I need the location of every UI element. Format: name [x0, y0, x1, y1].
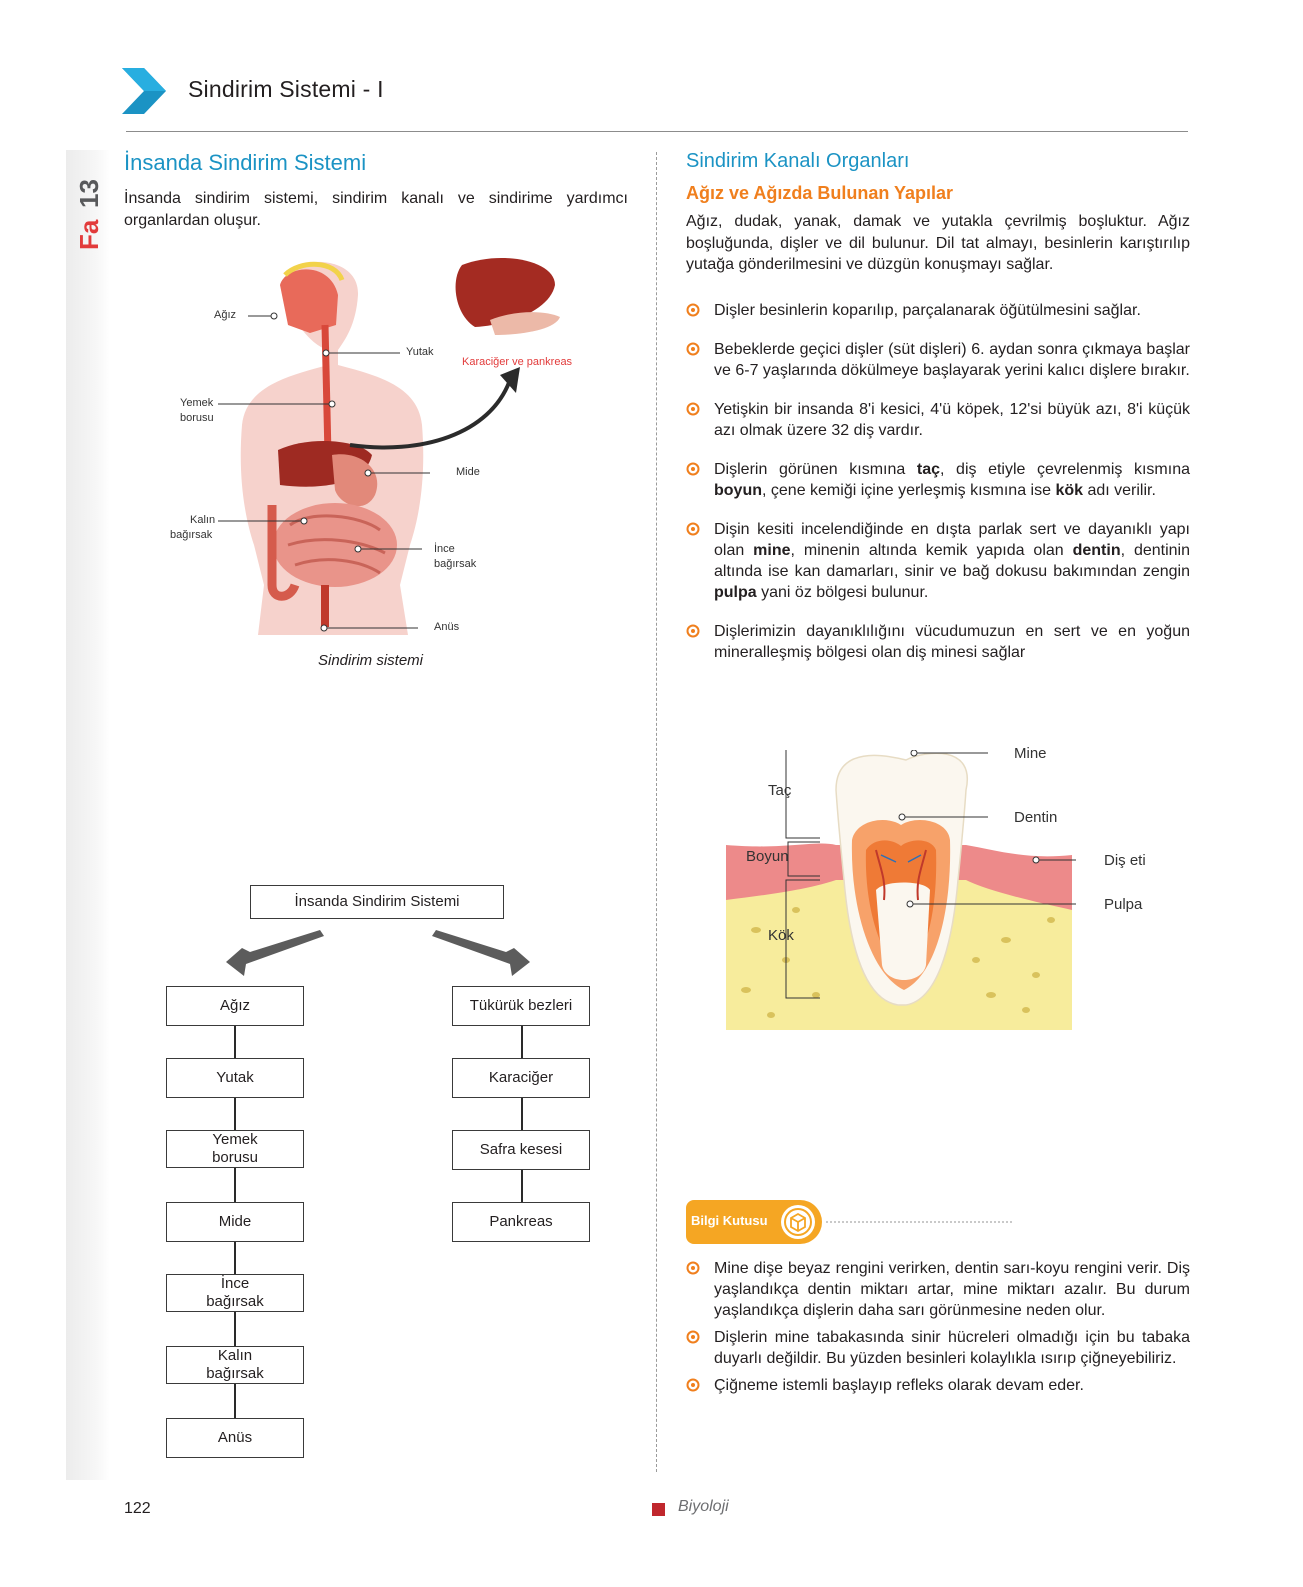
chapter-title: Sindirim Sistemi - I	[188, 76, 384, 102]
bullet-item: Dişin kesiti incelendiğinde en dışta parlak sert ve dayanıklı yapı olan mine, minenin altında kemik yapıda olan dentin, dentinin altında ise kan damarları, sinir ve bağ dokusu bakımından zengin pulpa yani öz bölgesi bulunur.	[686, 519, 1190, 603]
bullet-icon	[686, 1330, 700, 1344]
subject-marker-icon	[652, 1503, 665, 1516]
bullet-icon	[686, 303, 700, 317]
bullet-item: Dişler besinlerin koparılıp, parçalanarak öğütülmesini sağlar.	[686, 300, 1190, 321]
bullet-icon	[686, 462, 700, 476]
right-subtitle: Ağız ve Ağızda Bulunan Yapılar	[686, 183, 954, 203]
tooth-label-mine: Mine	[1014, 745, 1047, 762]
flow-canal-2: Yutak	[166, 1058, 304, 1098]
bullet-list	[686, 300, 1190, 681]
bullet-icon	[686, 402, 700, 416]
flow-canal-1: Ağız	[166, 986, 304, 1026]
tooth-label-pulpa: Pulpa	[1104, 896, 1143, 913]
tooth-label-tac: Taç	[768, 782, 792, 799]
bullet-item: Yetişkin bir insanda 8'i kesici, 4'ü köpek, 12'si büyük azı, 8'i küçük azı olmak üzere 32 diş vardır.	[686, 399, 1190, 441]
label-anus: Anüs	[434, 621, 460, 633]
label-borusu: borusu	[180, 412, 214, 424]
bullet-item: Dişlerimizin dayanıklılığını vücudumuzun en sert ve en yoğun mineralleşmiş bölgesi olan diş minesi sağlar	[686, 621, 1190, 663]
column-divider	[656, 152, 658, 1472]
label-mide: Mide	[456, 466, 480, 478]
bullet-icon	[686, 342, 700, 356]
flow-helper-3: Safra kesesi	[452, 1130, 590, 1170]
bullet-icon	[686, 1378, 700, 1392]
bullet-item: Dişlerin görünen kısmına taç, diş etiyle çevrelenmiş kısmına boyun, çene kemiği içine yerleşmiş kısmına ise kök adı verilir.	[686, 459, 1190, 501]
left-section-title: İnsanda Sindirim Sistemi	[124, 150, 367, 175]
flow-canal-7: Anüs	[166, 1418, 304, 1458]
info-box-dotted-rule	[826, 1221, 1012, 1223]
page-number: 122	[124, 1500, 151, 1517]
info-item: Dişlerin mine tabakasında sinir hücreleri olmadığı için bu tabaka duyarlı değildir. Bu yüzden besinleri kolaylıkla ısırıp çiğneyebiliriz.	[686, 1327, 1190, 1369]
fasikul-13-label	[60, 150, 116, 260]
svg-text:13: 13	[74, 179, 104, 208]
info-box-icon	[780, 1204, 816, 1240]
left-intro: İnsanda sindirim sistemi, sindirim kanalı ve sindirime yardımcı organlardan oluşur.	[124, 190, 628, 229]
tooth-label-kok: Kök	[768, 927, 794, 944]
label-yemek: Yemek	[180, 397, 214, 409]
info-item: Mine dişe beyaz rengini verirken, dentin sarı-koyu rengini verir. Diş yaşlandıkça dentin miktarı artar, mine miktarı azalır. Bu durum yaşlandıkça dişlerin daha sarı görünmesine neden olur.	[686, 1258, 1190, 1321]
side-strip	[66, 150, 110, 1480]
tooth-label-boyun: Boyun	[746, 848, 789, 865]
tooth-label-dentin: Dentin	[1014, 809, 1058, 826]
info-box-badge	[686, 1200, 822, 1244]
svg-text:Fa: Fa	[74, 219, 104, 250]
info-box-list	[686, 1258, 1190, 1402]
label-kalin: Kalın	[190, 514, 216, 526]
flow-root: İnsanda Sindirim Sistemi	[250, 885, 504, 919]
flow-canal-3: Yemek borusu	[166, 1130, 304, 1168]
label-kalin-bagirsak: bağırsak	[170, 529, 213, 541]
label-ince-bagirsak: bağırsak	[434, 558, 477, 570]
label-agiz: Ağız	[214, 309, 237, 321]
tooth-label-dis-eti: Diş eti	[1104, 852, 1146, 869]
flow-canal-5: İnce bağırsak	[166, 1274, 304, 1312]
chevron-logo-icon	[122, 68, 168, 114]
flow-canal-6: Kalın bağırsak	[166, 1346, 304, 1384]
right-intro: Ağız, dudak, yanak, damak ve yutakla çevrilmiş boşluktur. Ağız boşluğunda, dişler ve dil bulunur. Dil tat almayı, besinlerin karıştırılıp yutağa gönderilmesini ve düzgün konuşmayı sağlar.	[686, 213, 1190, 273]
right-section-title: Sindirim Kanalı Organları	[686, 150, 910, 172]
label-yutak: Yutak	[406, 346, 434, 358]
flow-arrows	[220, 930, 540, 980]
bullet-icon	[686, 522, 700, 536]
header-divider	[126, 131, 1188, 132]
flow-helper-4: Pankreas	[452, 1202, 590, 1242]
flow-canal-4: Mide	[166, 1202, 304, 1242]
info-box-label: Bilgi Kutusu	[691, 1213, 768, 1228]
flow-helper-1: Tükürük bezleri	[452, 986, 590, 1026]
bullet-icon	[686, 624, 700, 638]
label-ince: İnce	[434, 543, 455, 555]
bullet-icon	[686, 1261, 700, 1275]
bullet-item: Bebeklerde geçici dişler (süt dişleri) 6. aydan sonra çıkmaya başlar ve 6-7 yaşlarında dökülmeye başlayarak yerini kalıcı dişlere bırakır.	[686, 339, 1190, 381]
label-liver-pancreas: Karaciğer ve pankreas	[462, 356, 573, 368]
flow-helper-2: Karaciğer	[452, 1058, 590, 1098]
figure-caption: Sindirim sistemi	[318, 652, 424, 669]
info-item: Çiğneme istemli başlayıp refleks olarak devam eder.	[686, 1375, 1190, 1396]
subject-label: Biyoloji	[678, 1498, 729, 1515]
